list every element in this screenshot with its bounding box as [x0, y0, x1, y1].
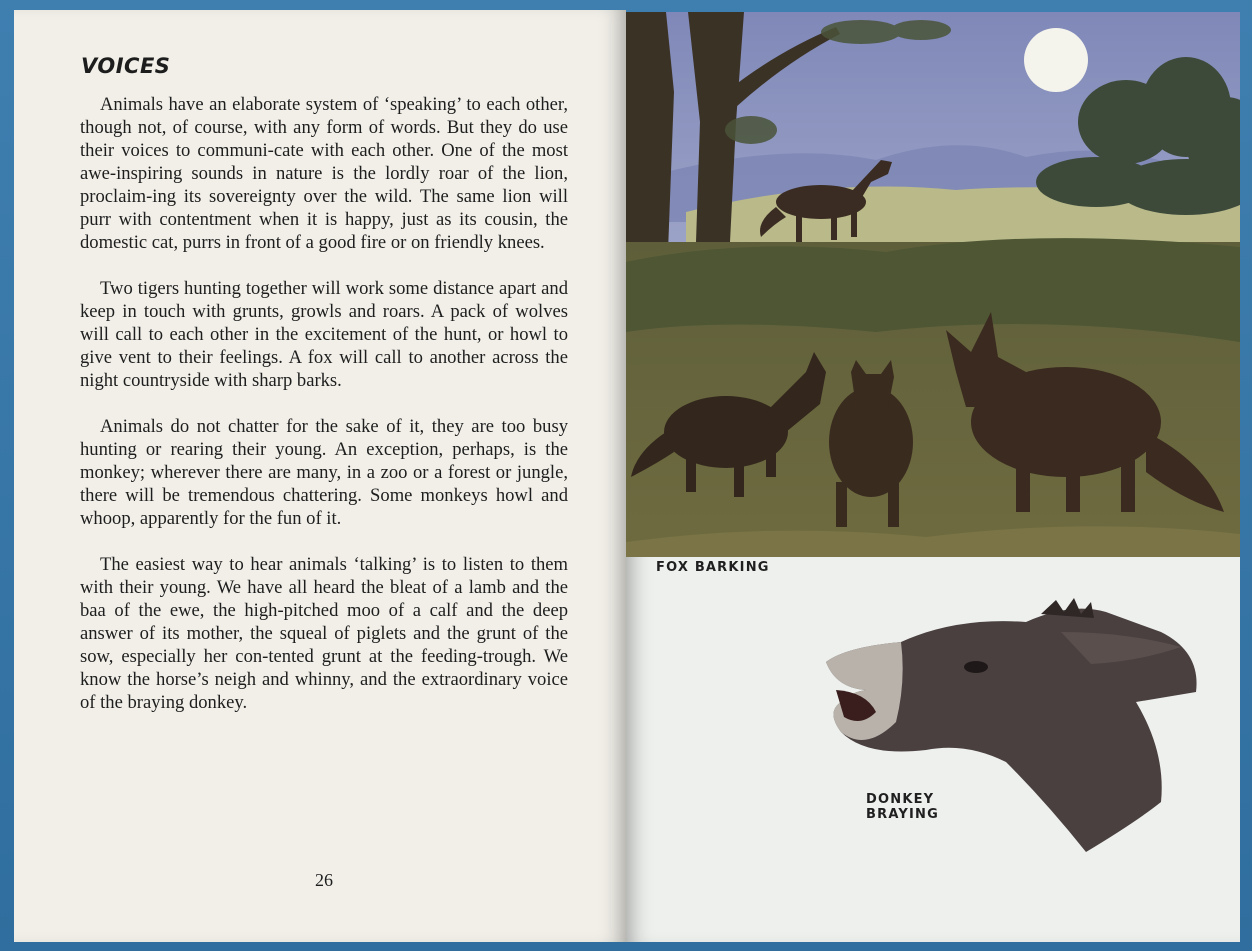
- moon: [1024, 28, 1088, 92]
- page-number: 26: [315, 870, 333, 890]
- right-page: [626, 12, 1240, 942]
- paragraph-4: The easiest way to hear animals ‘talking’ is to listen to them with their young. We have all heard the bleat of a lamb and the baa of the ewe, the high-pitched moo of a calf and the deep answer of its mother, the squeal of piglets and the grunt of the sow, especially her con-tented grunt at the feeding-trough. We know the horse’s neigh and whinny, and the extraordinary voice of the braying donkey.: [80, 554, 568, 713]
- page-heading: VOICES: [81, 54, 171, 78]
- donkey-eye: [964, 661, 988, 673]
- fox-caption: FOX BARKING: [656, 560, 770, 575]
- body-text: [80, 93, 568, 737]
- paragraph-1: Animals have an elaborate system of ‘speaking’ to each other, though not, of course, with any form of words. But they do use their voices to communi-cate with each other. One of the most awe-inspiring sounds in nature is the lordly roar of the lion, proclaim-ing its sovereignty over the wild. The same lion will purr with contentment when it is happy, just as its cousin, the domestic cat, purrs in front of a good fire or on friendly knees.: [80, 94, 568, 253]
- left-page: [14, 10, 626, 942]
- paragraph-3: Animals do not chatter for the sake of it, they are too busy hunting or rearing their young. An exception, perhaps, is the monkey; wherever there are many, in a zoo or a forest or jungle, there will be tremendous chattering. Some monkeys howl and whoop, apparently for the fun of it.: [80, 416, 568, 529]
- donkey-caption-line-2: BRAYING: [866, 807, 939, 822]
- donkey-caption-line-1: DONKEY: [866, 792, 935, 807]
- paragraph-2: Two tigers hunting together will work some distance apart and keep in touch with grunts, growls and roars. A pack of wolves will call to each other in the excitement of the hunt, or howl to give vent to their feelings. A fox will call to another across the night countryside with sharp barks.: [80, 278, 568, 391]
- donkey-caption: [866, 792, 976, 822]
- fox-barking-illustration: [626, 12, 1240, 557]
